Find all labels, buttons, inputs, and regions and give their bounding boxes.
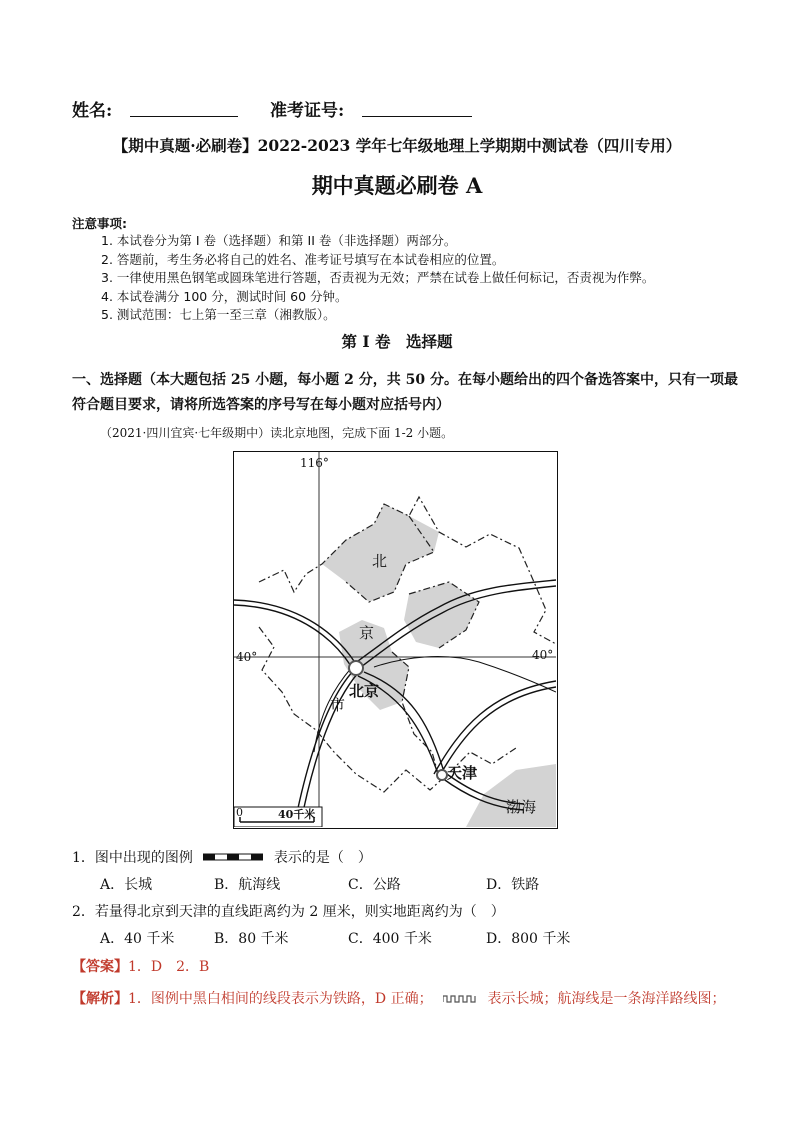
beijing-city-marker — [349, 661, 363, 675]
question-1-option-d: D．铁路 — [486, 877, 540, 893]
great-wall-symbol-icon — [443, 991, 477, 1007]
notice-item: 1. 本试卷分为第 I 卷（选择题）和第 II 卷（非选择题）两部分。 — [101, 233, 457, 248]
region-label: 北 — [372, 552, 388, 570]
scale-zero-label: 0 — [236, 806, 243, 819]
region-label: 市 — [330, 696, 346, 714]
question-2-stem: 2．若量得北京到天津的直线距离约为 2 厘米，则实地距离约为（ ） — [72, 904, 505, 920]
railway-line — [434, 681, 556, 774]
section-instructions-line2: 符合题目要求，请将所选答案的序号写在每小题对应括号内） — [72, 397, 450, 413]
scale-distance-label: 40千米 — [278, 808, 316, 821]
question-1-option-b: B．航海线 — [214, 877, 281, 893]
question-1-stem-after: 表示的是（ ） — [273, 850, 372, 866]
analysis-text-after: 表示长城；航海线是一条海洋路线图； — [487, 991, 726, 1007]
section-instructions-line1: 一、选择题（本大题包括 25 小题，每小题 2 分，共 50 分。在每小题给出的四个备选答案中，只有一项最 — [72, 372, 738, 388]
question-2-option-d: D．800 千米 — [486, 931, 571, 947]
question-2-option-b: B．80 千米 — [214, 931, 289, 947]
longitude-label: 116° — [300, 456, 329, 470]
name-blank — [130, 98, 238, 117]
notice-item: 3. 一律使用黑色钢笔或圆珠笔进行答题，否责视为无效；严禁在试卷上做任何标记，否责视为作弊。 — [101, 270, 655, 285]
question-1-option-c: C．公路 — [348, 877, 401, 893]
question-1-option-a: A．长城 — [100, 877, 153, 893]
paper-title: 【期中真题·必刷卷】2022-2023 学年七年级地理上学期期中测试卷（四川专用） — [112, 136, 682, 155]
question-2-option-c: C．400 千米 — [348, 931, 432, 947]
analysis-line — [72, 988, 726, 1008]
latitude-label-left: 40° — [236, 650, 258, 664]
latitude-label-right: 40° — [532, 648, 554, 662]
question-1-stem — [72, 847, 372, 867]
analysis-text-before: 1．图例中黑白相间的线段表示为铁路，D 正确； — [128, 991, 433, 1007]
answer-line — [72, 956, 209, 976]
railway-legend-icon — [203, 850, 263, 866]
beijing-city-label: 北京 — [349, 682, 380, 700]
answer-label: 【答案】 — [72, 959, 128, 975]
question-2-option-a: A．40 千米 — [100, 931, 175, 947]
region-label: 京 — [359, 624, 375, 642]
notice-list — [101, 232, 654, 325]
analysis-label: 【解析】 — [72, 991, 128, 1007]
section-title: 第 I 卷 选择题 — [341, 332, 453, 351]
name-label: 姓名: — [72, 101, 113, 121]
question-1-stem-before: 1．图中出现的图例 — [72, 850, 193, 866]
question-source: （2021·四川宜宾·七年级期中）读北京地图，完成下面 1-2 小题。 — [100, 426, 454, 440]
notice-heading: 注意事项: — [72, 216, 127, 231]
paper-subtitle: 期中真题必刷卷 A — [311, 173, 483, 198]
beijing-map — [233, 451, 558, 829]
tianjin-city-label: 天津 — [447, 764, 478, 782]
answer-text: 1．D 2．B — [128, 959, 210, 975]
exam-number-blank — [362, 98, 472, 117]
notice-item: 2. 答题前，考生务必将自己的姓名、准考证号填写在本试卷相应的位置。 — [101, 251, 505, 267]
bohai-sea-label: 渤海 — [506, 798, 537, 816]
notice-item: 5. 测试范围：七上第一至三章（湘教版）。 — [101, 307, 336, 322]
exam-number-label: 准考证号: — [270, 101, 345, 121]
tianjin-city-marker — [437, 770, 447, 780]
notice-item: 4. 本试卷满分 100 分，测试时间 60 分钟。 — [101, 288, 348, 304]
